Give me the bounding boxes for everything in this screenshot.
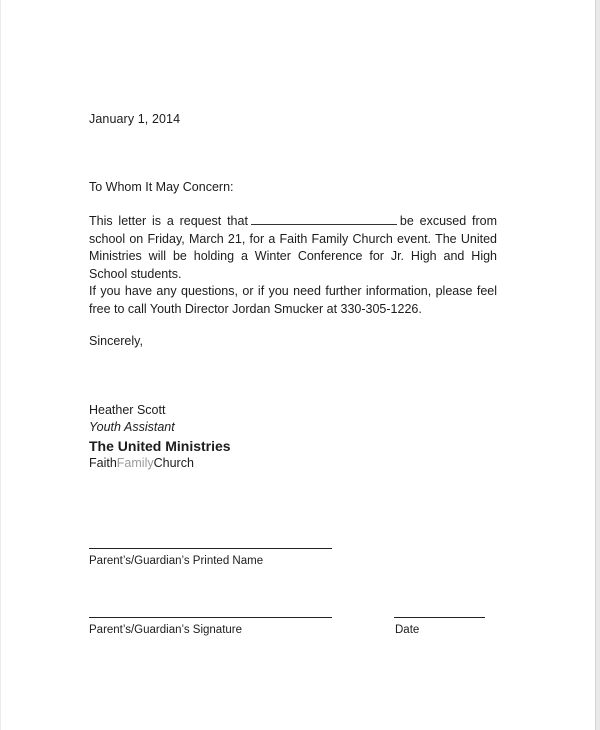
church-name-part-3: Church [153, 456, 194, 470]
printed-name-label: Parent’s/Guardian’s Printed Name [89, 555, 264, 567]
request-paragraph [89, 213, 497, 283]
printed-name-line [89, 548, 332, 549]
contact-paragraph: If you have any questions, or if you need further information, please feel free to call Youth Director Jordan Smucker at 330-305-1226. [89, 284, 497, 316]
church-name [89, 455, 231, 472]
signature-line [89, 617, 332, 618]
signature-block [89, 402, 231, 472]
date-label: Date [395, 624, 420, 636]
signature-label: Parent’s/Guardian’s Signature [89, 624, 243, 636]
request-text-start: This letter is a request that [89, 214, 248, 228]
signer-name: Heather Scott [89, 403, 166, 417]
closing: Sincerely, [89, 334, 143, 348]
signer-title: Youth Assistant [89, 420, 175, 434]
student-name-blank [251, 214, 397, 225]
church-name-part-1: Faith [89, 456, 117, 470]
organization-name: The United Ministries [89, 438, 231, 454]
salutation: To Whom It May Concern: [89, 180, 234, 194]
church-name-part-2: Family [116, 456, 154, 470]
request-text-end: be excused from school on Friday, March 21, for a Faith Family Church event. The United Ministries will be holding a Winter Conference for Jr. High and High School students. [89, 214, 497, 281]
date-line [394, 617, 485, 618]
letter-date: January 1, 2014 [89, 112, 181, 126]
